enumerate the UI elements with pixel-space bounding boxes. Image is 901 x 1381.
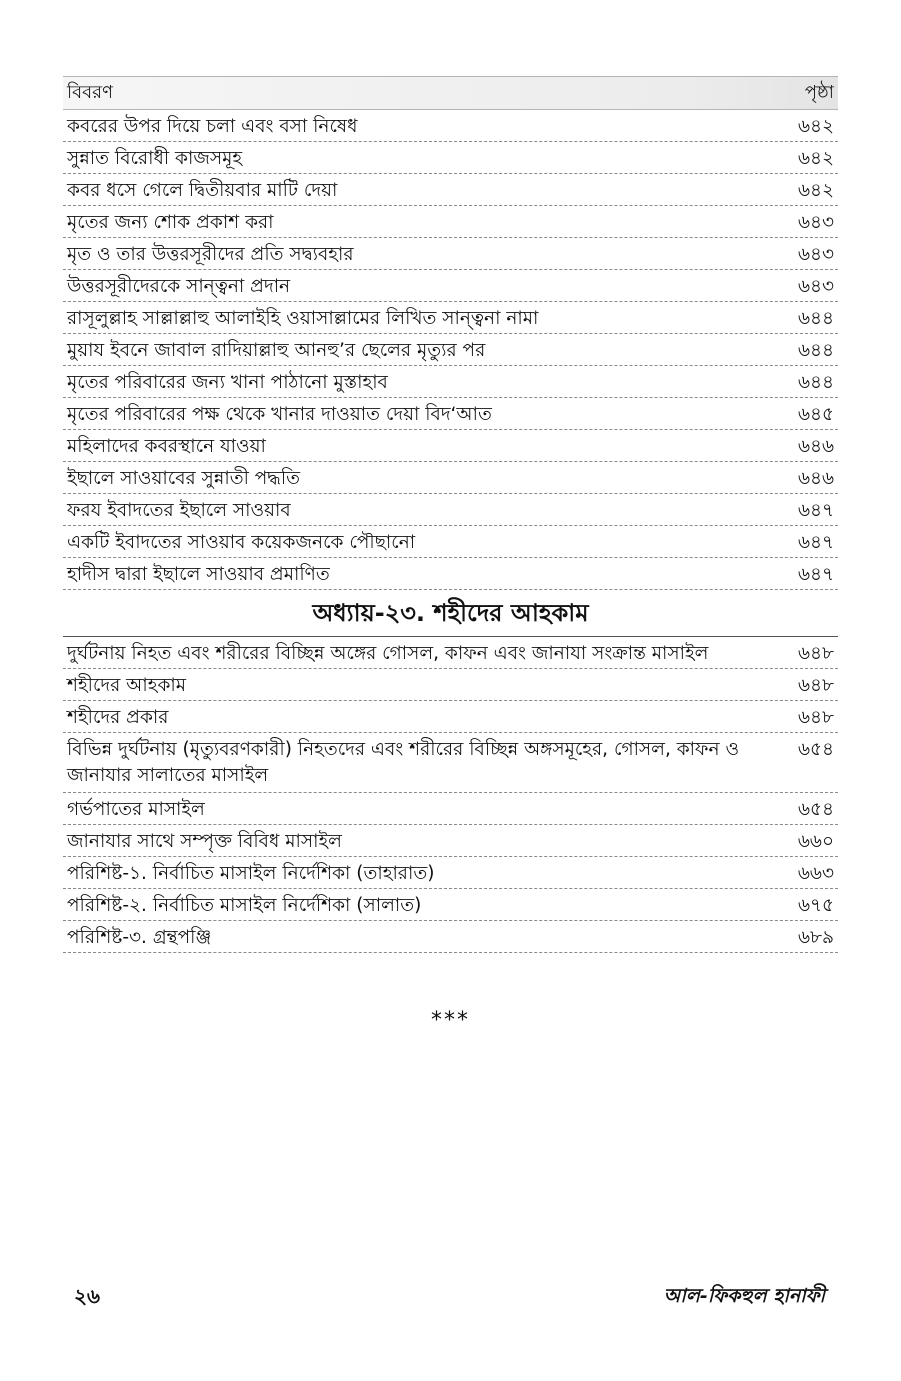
toc-entry-page: ৬৪৫ xyxy=(797,404,834,425)
toc-entry-page: ৬৪৭ xyxy=(797,564,834,585)
toc-row xyxy=(63,334,838,366)
toc-entry-page: ৬৪৭ xyxy=(797,532,834,553)
toc-row xyxy=(63,174,838,206)
toc-entry-page: ৬৭৫ xyxy=(797,895,834,916)
footer-book-title: আল-ফিকহুল হানাফী xyxy=(663,1285,825,1307)
toc-row xyxy=(63,669,838,701)
toc-row xyxy=(63,921,838,953)
toc-entry-text: গর্ভপাতের মাসাইল xyxy=(67,799,205,820)
toc-entry-text: পরিশিষ্ট-১. নির্বাচিত মাসাইল নির্দেশিকা (তাহারাত) xyxy=(67,863,435,884)
table-of-contents xyxy=(63,76,838,953)
toc-row xyxy=(63,302,838,334)
toc-row xyxy=(63,793,838,825)
header-page-label: পৃষ্ঠা xyxy=(804,81,834,103)
toc-entry-page: ৬৪৬ xyxy=(797,468,834,489)
toc-row xyxy=(63,398,838,430)
toc-row xyxy=(63,825,838,857)
toc-entry-page: ৬৪৮ xyxy=(797,675,834,696)
toc-row xyxy=(63,889,838,921)
toc-entry-text: বিভিন্ন দুর্ঘটনায় (মৃত্যুবরণকারী) নিহতদের এবং শরীরের বিচ্ছিন্ন অঙ্গসমূহের, গোসল, কাফন ও জানাযার সালাতের মাসাইল xyxy=(67,739,740,786)
toc-entry-text: শহীদের আহকাম xyxy=(67,675,187,696)
toc-entry-page: ৬৪৪ xyxy=(797,308,834,329)
toc-entry-page: ৬৮৯ xyxy=(797,927,834,948)
toc-entry-page: ৬৪৭ xyxy=(797,500,834,521)
toc-entry-text: একটি ইবাদতের সাওয়াব কয়েকজনকে পৌছানো xyxy=(67,532,416,553)
toc-entry-text: সুন্নাত বিরোধী কাজসমূহ xyxy=(67,148,243,169)
toc-entry-page: ৬৪৩ xyxy=(797,212,834,233)
toc-entry-text: মৃতের পরিবারের জন্য খানা পাঠানো মুস্তাহাব xyxy=(67,372,388,393)
toc-entry-text: পরিশিষ্ট-২. নির্বাচিত মাসাইল নির্দেশিকা (সালাত) xyxy=(67,895,422,916)
toc-row xyxy=(63,270,838,302)
toc-entry-page: ৬৪২ xyxy=(797,116,834,137)
toc-entry-text: দুর্ঘটনায় নিহত এবং শরীরের বিচ্ছিন্ন অঙ্গের গোসল, কাফন এবং জানাযা সংক্রান্ত মাসাইল xyxy=(67,643,709,664)
toc-entry-page: ৬৪৪ xyxy=(797,372,834,393)
toc-entry-text: জানাযার সাথে সম্পৃক্ত বিবিধ মাসাইল xyxy=(67,831,342,852)
toc-entry-page: ৬৫৪ xyxy=(797,799,834,820)
toc-entry-page: ৬৪২ xyxy=(797,180,834,201)
toc-entry-page: ৬৪৮ xyxy=(797,707,834,728)
toc-header xyxy=(63,76,838,110)
toc-row xyxy=(63,110,838,142)
toc-entry-page: ৬৪২ xyxy=(797,148,834,169)
toc-section-a xyxy=(63,110,838,590)
toc-entry-page: ৬৬০ xyxy=(797,831,834,852)
toc-section-b xyxy=(63,637,838,953)
toc-entry-page: ৬৪৩ xyxy=(797,276,834,297)
toc-row xyxy=(63,430,838,462)
toc-entry-page: ৬৪৩ xyxy=(797,244,834,265)
header-description-label: বিবরণ xyxy=(67,81,113,103)
toc-entry-text: কবর ধসে গেলে দ্বিতীয়বার মাটি দেয়া xyxy=(67,180,338,201)
toc-row xyxy=(63,238,838,270)
toc-row xyxy=(63,637,838,669)
toc-row xyxy=(63,526,838,558)
toc-entry-text: মৃতের জন্য শোক প্রকাশ করা xyxy=(67,212,274,233)
toc-entry-text: মৃত ও তার উত্তরসূরীদের প্রতি সদ্ব্যবহার xyxy=(67,244,354,265)
toc-entry-text: শহীদের প্রকার xyxy=(67,707,169,728)
toc-entry-page: ৬৫৪ xyxy=(797,739,834,760)
toc-row xyxy=(63,494,838,526)
toc-entry-text: ইছালে সাওয়াবের সুন্নাতী পদ্ধতি xyxy=(67,468,301,489)
toc-entry-page: ৬৬৩ xyxy=(797,863,834,884)
toc-entry-page: ৬৪৮ xyxy=(797,643,834,664)
toc-row xyxy=(63,701,838,733)
toc-row xyxy=(63,462,838,494)
toc-entry-text: উত্তরসূরীদেরকে সান্ত্বনা প্রদান xyxy=(67,276,291,297)
toc-row xyxy=(63,366,838,398)
toc-entry-text: মৃতের পরিবারের পক্ষ থেকে খানার দাওয়াত দেয়া বিদ‘আত xyxy=(67,404,492,425)
toc-row xyxy=(63,857,838,889)
toc-entry-text: ফরয ইবাদতের ইছালে সাওয়াব xyxy=(67,500,291,521)
toc-row xyxy=(63,558,838,590)
toc-row xyxy=(63,206,838,238)
toc-entry-page: ৬৪৬ xyxy=(797,436,834,457)
toc-entry-text: মহিলাদের কবরস্থানে যাওয়া xyxy=(67,436,266,457)
footer-page-number: ২৬ xyxy=(74,1284,101,1308)
toc-entry-text: হাদীস দ্বারা ইছালে সাওয়াব প্রমাণিত xyxy=(67,564,330,585)
toc-entry-text: রাসূলুল্লাহ সাল্লাল্লাহু আলাইহি ওয়াসাল্লামের লিখিত সান্ত্বনা নামা xyxy=(67,308,539,329)
toc-entry-text: কবরের উপর দিয়ে চলা এবং বসা নিষেধ xyxy=(67,116,358,137)
toc-entry-text: পরিশিষ্ট-৩. গ্রন্থপঞ্জি xyxy=(67,927,212,948)
toc-entry-text: মুয়ায ইবনে জাবাল রাদিয়াল্লাহু আনহু’র ছেলের মৃত্যুর পর xyxy=(67,340,486,361)
chapter-heading: অধ্যায়-২৩. শহীদের আহকাম xyxy=(63,590,838,637)
toc-row xyxy=(63,733,838,793)
toc-row xyxy=(63,142,838,174)
toc-entry-page: ৬৪৪ xyxy=(797,340,834,361)
section-end-stars: *** xyxy=(431,1008,470,1033)
